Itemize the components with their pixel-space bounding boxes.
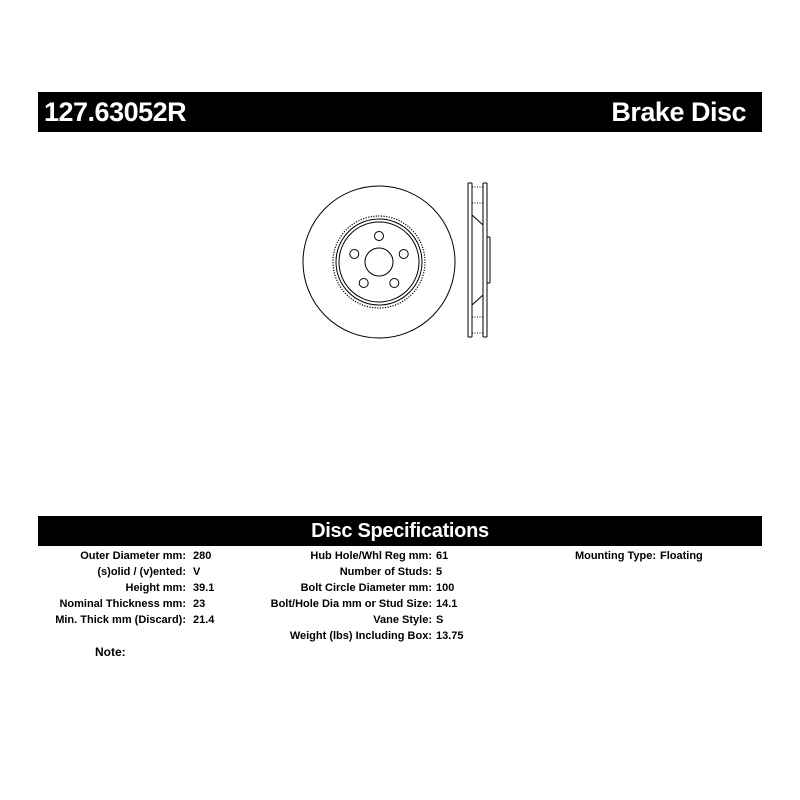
product-type: Brake Disc [611, 97, 746, 127]
spec-value: 39.1 [193, 582, 215, 594]
spec-label: Weight (lbs) Including Box: [289, 630, 432, 642]
spec-label: Min. Thick mm (Discard): [55, 614, 186, 626]
spec-row [240, 596, 540, 612]
spec-row [560, 548, 760, 564]
specifications-title-bar [38, 516, 762, 546]
spec-row [240, 564, 540, 580]
spec-label: (s)olid / (v)ented: [97, 566, 186, 578]
spec-label: Outer Diameter mm: [80, 550, 186, 562]
spec-label: Bolt/Hole Dia mm or Stud Size: [270, 598, 432, 610]
spec-row [240, 580, 540, 596]
spec-label: Mounting Type: [574, 550, 656, 562]
spec-row [240, 548, 540, 564]
spec-value: 21.4 [193, 614, 215, 626]
header-bar [38, 92, 762, 132]
spec-label: Number of Studs: [339, 566, 432, 578]
brake-disc-section-view-icon [468, 183, 490, 337]
brake-disc-drawing [290, 175, 500, 345]
spec-row [240, 628, 540, 644]
spec-value: 5 [436, 566, 443, 578]
spec-value: S [436, 614, 444, 626]
brake-disc-front-view-icon [303, 186, 455, 338]
spec-value: 61 [436, 550, 449, 562]
specifications-title: Disc Specifications [311, 520, 489, 542]
spec-value: 280 [193, 550, 212, 562]
spec-label: Vane Style: [373, 614, 432, 626]
spec-value: Floating [660, 550, 703, 562]
note-label: Note: [95, 645, 126, 659]
spec-value: 23 [193, 598, 206, 610]
spec-row [240, 612, 540, 628]
spec-value: 14.1 [436, 598, 458, 610]
spec-label: Bolt Circle Diameter mm: [300, 582, 432, 594]
spec-value: V [193, 566, 201, 578]
spec-value: 13.75 [436, 630, 464, 642]
spec-label: Nominal Thickness mm: [59, 598, 186, 610]
spec-label: Hub Hole/Whl Reg mm: [310, 550, 432, 562]
part-number: 127.63052R [44, 97, 187, 127]
spec-value: 100 [436, 582, 455, 594]
spec-label: Height mm: [125, 582, 186, 594]
